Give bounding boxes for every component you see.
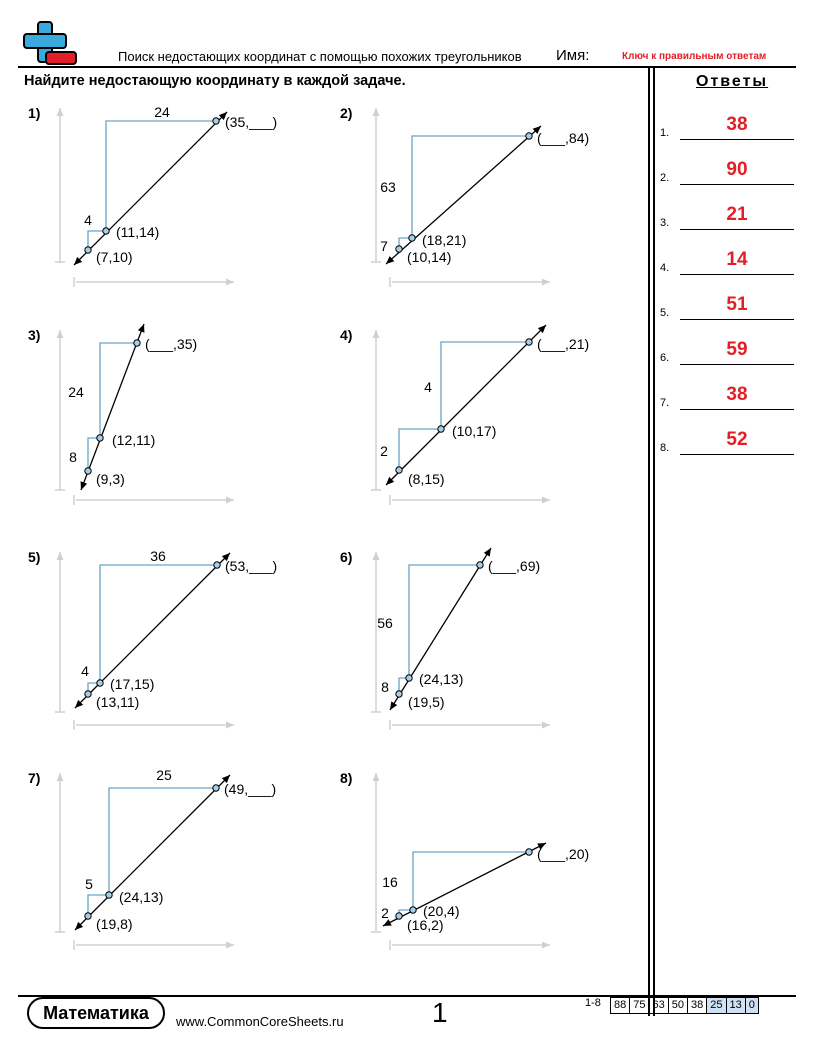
line-arrow-head [138,324,145,333]
point-3-label: (53,___) [225,558,278,574]
x-axis-arrow [226,497,234,504]
point-marker [396,691,402,697]
answer-row [658,372,794,412]
point-2-label: (11,14) [116,224,160,240]
rise-label: 2 [381,905,389,921]
answer-value: 38 [726,384,748,405]
column-divider [648,66,650,1016]
answer-line [680,229,794,230]
point-marker [85,913,91,919]
score-cell: 50 [668,998,687,1013]
brand-badge: Математика [27,997,165,1029]
point-3-label: (___,20) [537,846,590,862]
large-rise-label: 24 [68,384,84,400]
large-rise-label: 63 [380,179,396,195]
page-number: 1 [432,997,448,1028]
point-marker [213,785,219,791]
answer-value: 90 [726,159,748,180]
point-marker [85,691,91,697]
column-divider [653,66,655,1016]
y-axis-arrow [373,552,380,560]
main-line [386,325,546,485]
answer-row [658,417,794,457]
x-axis-arrow [542,722,550,729]
answer-row [658,282,794,322]
point-1-label: (16,2) [407,917,444,933]
answer-row [658,147,794,187]
point-2-label: (24,13) [119,889,164,905]
point-2-label: (17,15) [110,676,155,692]
point-marker [396,913,402,919]
problem-label: 5) [28,549,41,565]
answer-number: 3. [660,217,670,229]
x-axis-arrow [542,497,550,504]
x-axis-arrow [226,942,234,949]
point-marker [406,675,412,681]
score-cell: 75 [629,998,648,1013]
point-marker [396,246,402,252]
answer-number: 6. [660,352,670,364]
answer-number: 8. [660,442,670,454]
y-axis-arrow [373,108,380,116]
answer-number: 4. [660,262,670,274]
point-1-label: (19,5) [408,694,445,710]
problem-label: 7) [28,770,41,786]
x-axis-arrow [542,279,550,286]
y-axis-arrow [373,773,380,781]
answer-value: 21 [726,204,748,225]
point-marker [85,247,91,253]
point-marker [409,235,415,241]
answer-key-label: Ключ к правильным ответам [622,51,767,62]
point-1-label: (7,10) [96,249,133,265]
point-1-label: (8,15) [408,471,445,487]
answer-value: 38 [726,114,748,135]
rise-label: 5 [85,876,93,892]
answer-line [680,139,794,140]
answer-value: 51 [726,294,748,315]
point-marker [526,339,532,345]
point-marker [134,340,140,346]
point-marker [396,467,402,473]
problem-label: 3) [28,327,41,343]
line-arrow-head [390,701,397,710]
x-axis-arrow [226,722,234,729]
problem-label: 4) [340,327,353,343]
large-rise-label: 16 [382,874,398,890]
run-label: 36 [150,548,166,564]
answer-number: 2. [660,172,670,184]
answer-value: 14 [726,249,748,270]
point-marker [97,435,103,441]
answers-title: Ответы [696,73,769,90]
point-marker [438,426,444,432]
score-cell: 0 [745,998,758,1013]
point-marker [106,892,112,898]
point-marker [477,562,483,568]
answer-line [680,454,794,455]
point-marker [410,907,416,913]
rise-label: 2 [380,443,388,459]
problem-label: 8) [340,770,353,786]
point-2-label: (20,4) [423,903,460,919]
point-2-label: (12,11) [112,432,156,448]
main-line [81,324,144,490]
point-marker [526,133,532,139]
answer-line [680,184,794,185]
answer-line [680,364,794,365]
large-triangle-legs [109,788,216,895]
y-axis-arrow [57,552,64,560]
score-cell: 38 [687,998,706,1013]
point-2-label: (18,21) [422,232,467,248]
answer-row [658,237,794,277]
answer-row [658,102,794,142]
point-2-label: (24,13) [419,671,464,687]
y-axis-arrow [57,773,64,781]
run-label: 25 [156,767,172,783]
point-1-label: (9,3) [96,471,125,487]
answer-value: 59 [726,339,748,360]
rise-label: 8 [381,679,389,695]
small-triangle-legs [88,231,106,250]
answer-line [680,409,794,410]
point-marker [213,118,219,124]
instruction: Найдите недостающую координату в каждой задаче. [24,73,406,89]
main-line [383,843,546,926]
score-cell: 25 [706,998,725,1013]
rise-label: 8 [69,449,77,465]
point-marker [214,562,220,568]
answer-line [680,319,794,320]
point-3-label: (___,69) [488,558,541,574]
score-cell: 63 [649,998,668,1013]
large-triangle-legs [412,136,529,238]
x-axis-arrow [226,279,234,286]
score-cell: 13 [726,998,745,1013]
point-1-label: (19,8) [96,916,133,932]
problem-label: 1) [28,105,41,121]
score-range: 1-8 [585,997,601,1009]
large-triangle-legs [106,121,216,231]
rise-label: 4 [81,663,89,679]
answer-value: 52 [726,429,748,450]
score-cell: 88 [614,999,627,1011]
point-3-label: (49,___) [224,781,277,797]
small-triangle-legs [88,895,109,916]
main-line [75,775,230,930]
problem-label: 6) [340,549,353,565]
point-3-label: (___,21) [537,336,590,352]
large-rise-label: 4 [424,379,432,395]
answer-row [658,327,794,367]
y-axis-arrow [57,330,64,338]
answer-number: 5. [660,307,670,319]
point-1-label: (13,11) [96,694,140,710]
main-line [74,112,227,265]
answer-number: 7. [660,397,670,409]
y-axis-arrow [373,330,380,338]
site-url: www.CommonCoreSheets.ru [176,1014,344,1029]
point-3-label: (___,84) [537,130,590,146]
worksheet-subtitle: Поиск недостающих координат с помощью похожих треугольников [118,49,522,64]
point-marker [97,680,103,686]
answer-line [680,274,794,275]
answer-row [658,192,794,232]
score-table [610,997,759,1014]
small-triangle-legs [399,429,441,470]
line-arrow-head [484,548,491,557]
point-marker [85,468,91,474]
rise-label: 7 [380,238,388,254]
point-2-label: (10,17) [452,423,497,439]
point-3-label: (35,___) [225,114,278,130]
answer-number: 1. [660,127,670,139]
name-label: Имя: [556,47,590,64]
run-label: 24 [154,104,170,120]
large-rise-label: 56 [377,615,393,631]
rise-label: 4 [84,212,92,228]
point-3-label: (___,35) [145,336,198,352]
point-1-label: (10,14) [407,249,452,265]
point-marker [103,228,109,234]
y-axis-arrow [57,108,64,116]
problem-label: 2) [340,105,353,121]
point-marker [526,849,532,855]
x-axis-arrow [542,942,550,949]
line-arrow-head [81,481,88,490]
